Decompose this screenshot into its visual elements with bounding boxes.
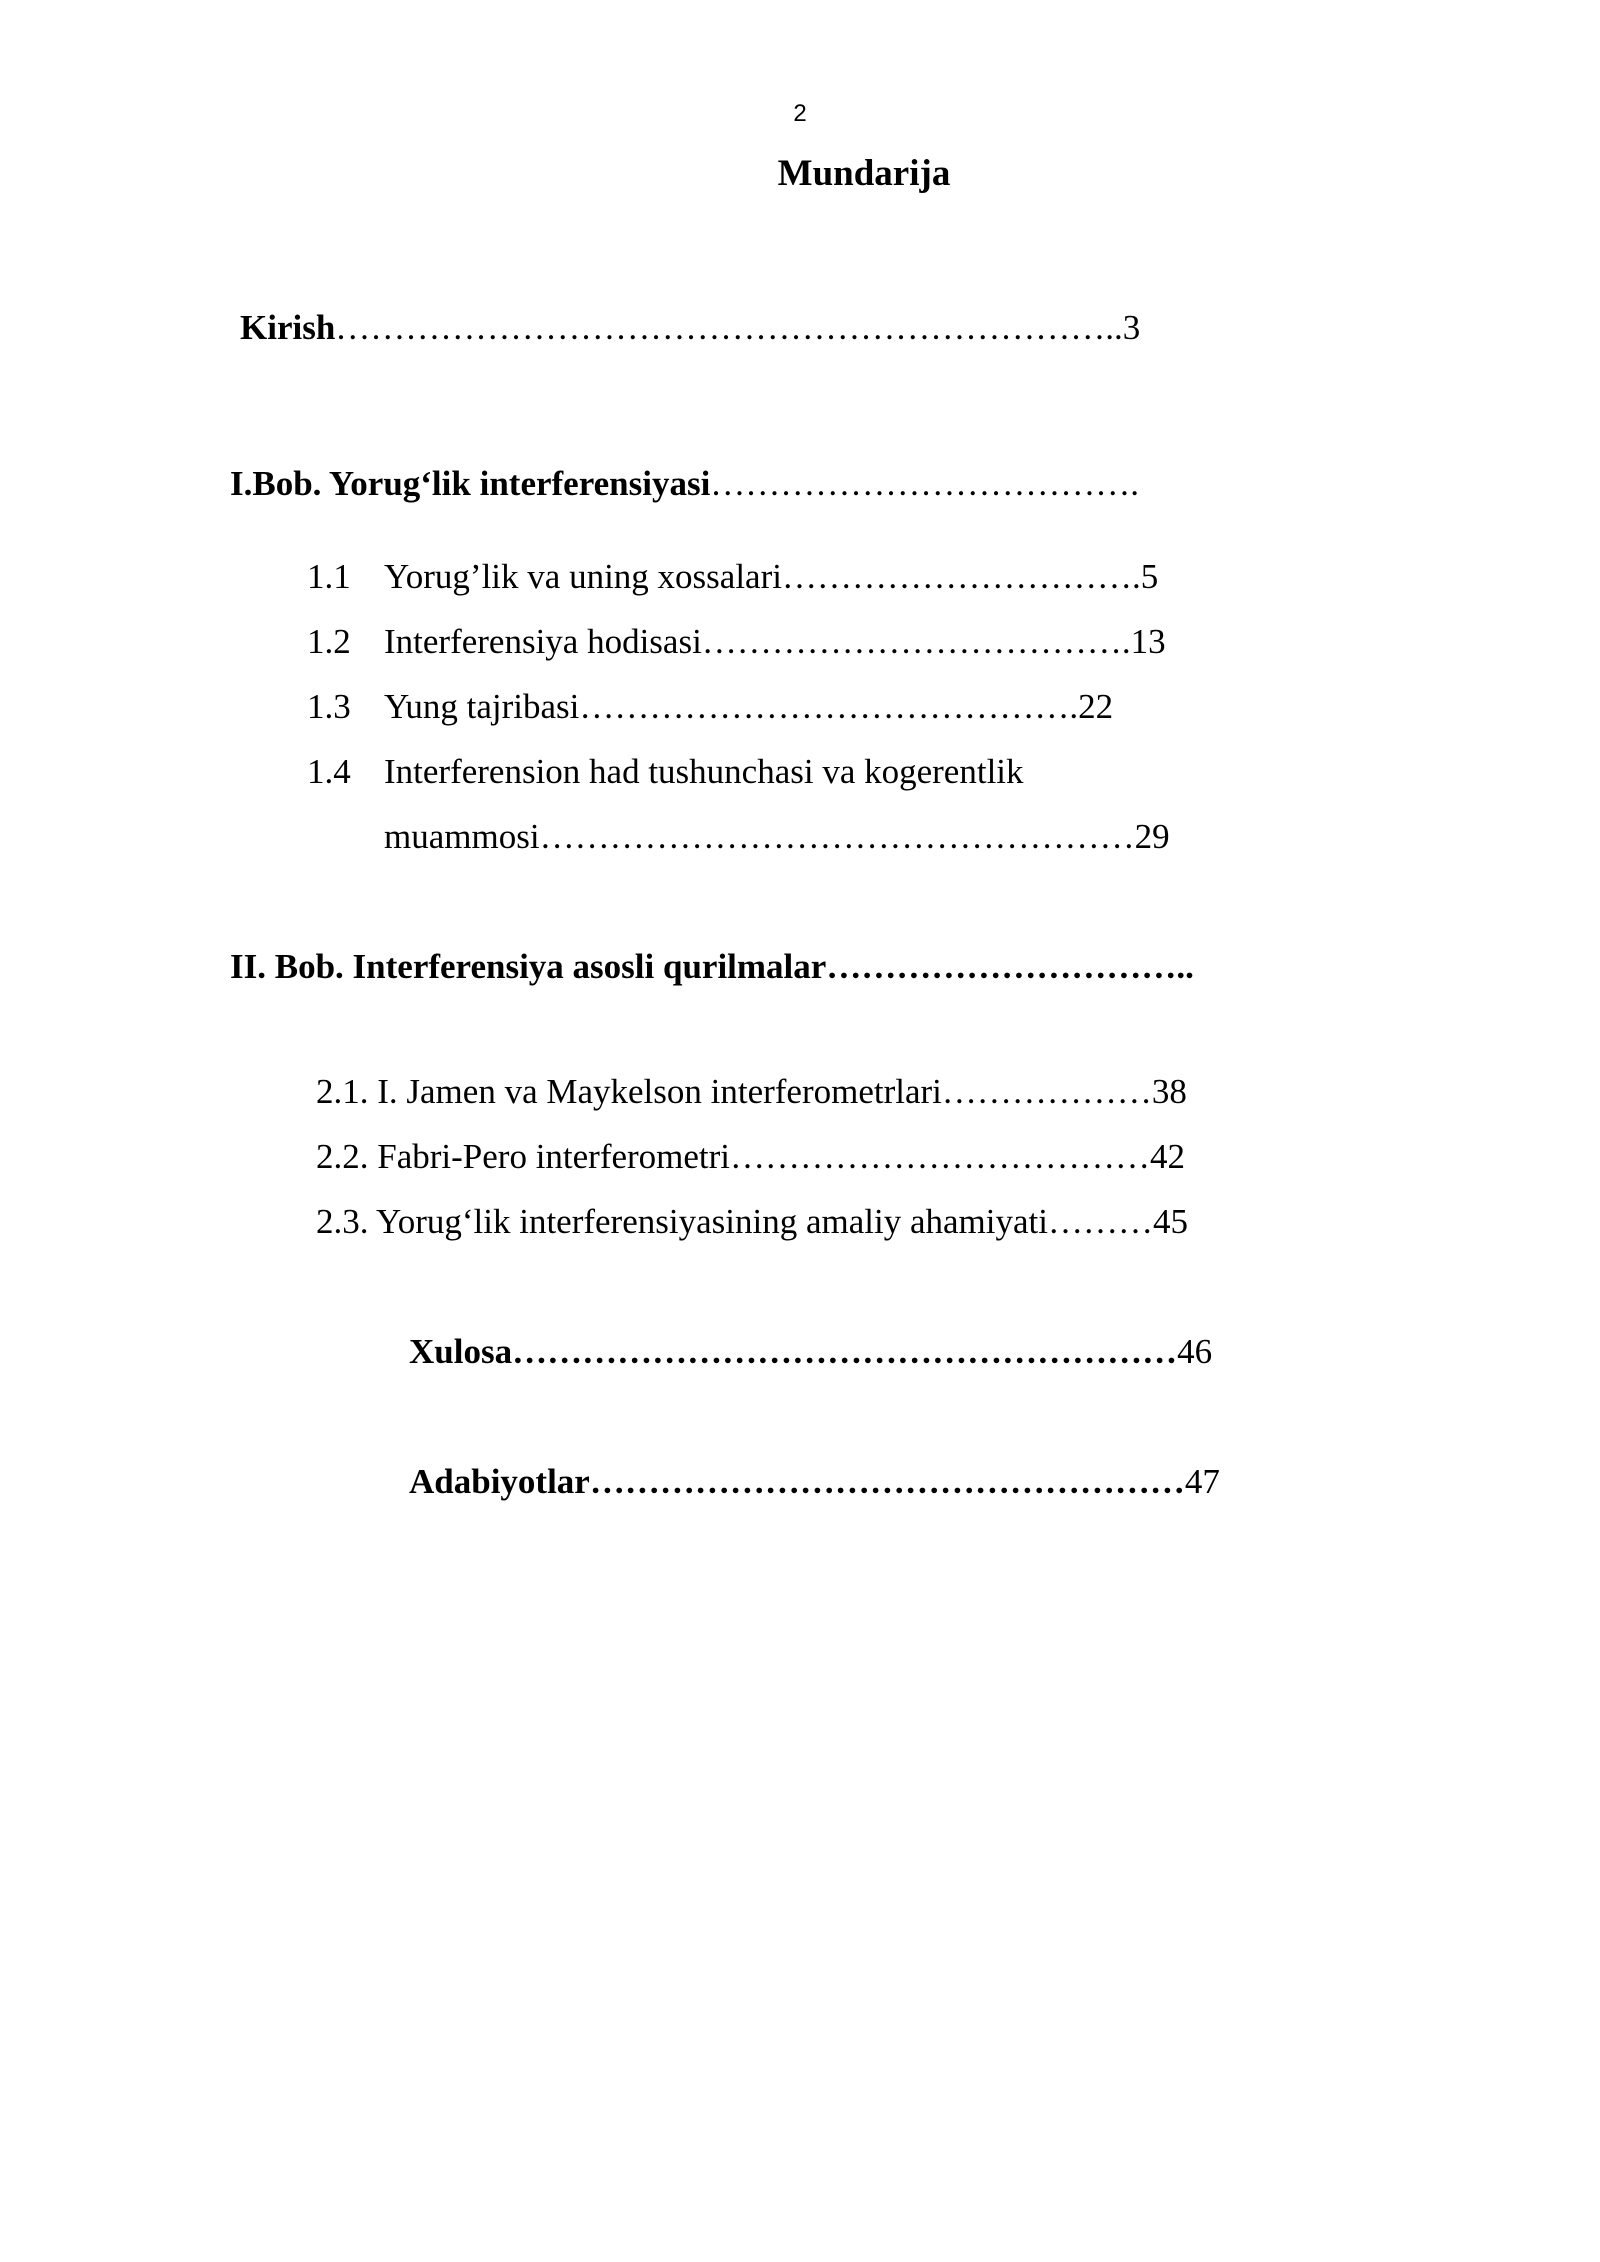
toc-item-text: Yung tajribasi: [384, 687, 580, 726]
toc-item-1-1[interactable]: [307, 555, 1158, 599]
toc-chapter-1[interactable]: [230, 462, 1139, 506]
toc-entry-conclusion[interactable]: [409, 1330, 1212, 1374]
toc-entry-label: Xulosa: [409, 1332, 513, 1371]
toc-entry-intro[interactable]: [240, 306, 1140, 350]
toc-entry-leader: …………………………………………………: [512, 1332, 1178, 1371]
toc-item-text: 2.1. I. Jamen va Maykelson interferometrlari: [316, 1072, 942, 1111]
toc-item-1-3[interactable]: [307, 685, 1113, 729]
toc-chapter-leader: ……………………………….: [710, 464, 1140, 503]
toc-entry-references[interactable]: [409, 1460, 1220, 1504]
toc-chapter-leader: …………………………..: [826, 947, 1194, 986]
toc-item-leader: …………………………………….22: [579, 687, 1114, 726]
toc-item-2-3[interactable]: [316, 1200, 1188, 1244]
toc-entry-leader: …………………………………………………………..3: [335, 308, 1141, 347]
toc-item-number: 1.4: [307, 752, 351, 791]
toc-item-number: 1.2: [307, 622, 351, 661]
toc-item-leader: ………………………….5: [781, 557, 1159, 596]
toc-item-leader: ………45: [1047, 1202, 1188, 1241]
toc-item-1-4[interactable]: [307, 750, 1024, 794]
toc-chapter-label: II. Bob. Interferensiya asosli qurilmalar: [230, 947, 827, 986]
toc-chapter-label: I.Bob. Yorug‘lik interferensiyasi: [230, 464, 711, 503]
toc-item-text: Interferensiya hodisasi: [384, 622, 702, 661]
toc-item-leader: ……………………………….13: [701, 622, 1166, 661]
toc-entry-label: Kirish: [240, 308, 336, 347]
toc-entry-page: 46: [1177, 1332, 1213, 1371]
toc-item-leader: ………………………………42: [730, 1137, 1186, 1176]
toc-item-text: 2.3. Yorug‘lik interferensiyasining amaliy ahamiyati: [316, 1202, 1048, 1241]
toc-item-text: 2.2. Fabri-Pero interferometri: [316, 1137, 731, 1176]
toc-item-number: 1.3: [307, 687, 351, 726]
toc-item-1-4-continued[interactable]: [384, 815, 1170, 859]
toc-item-text: muammosi: [384, 817, 540, 856]
toc-item-2-2[interactable]: [316, 1135, 1185, 1179]
toc-item-leader: ……………………………………………29: [539, 817, 1170, 856]
page-number: 2: [793, 100, 807, 127]
toc-item-number: 1.1: [307, 557, 351, 596]
toc-item-2-1[interactable]: [316, 1070, 1187, 1114]
toc-item-leader: ………………38: [941, 1072, 1187, 1111]
toc-chapter-2[interactable]: [230, 945, 1194, 989]
toc-entry-page: 47: [1184, 1462, 1220, 1501]
toc-item-text: Interferension had tushunchasi va kogerentlik: [384, 752, 1024, 791]
toc-entry-leader: ……………………………………………: [589, 1462, 1185, 1501]
toc-item-text: Yorug’lik va uning xossalari: [384, 557, 782, 596]
page-title: Mundarija: [777, 153, 951, 194]
toc-entry-label: Adabiyotlar: [409, 1462, 590, 1501]
toc-item-1-2[interactable]: [307, 620, 1166, 664]
